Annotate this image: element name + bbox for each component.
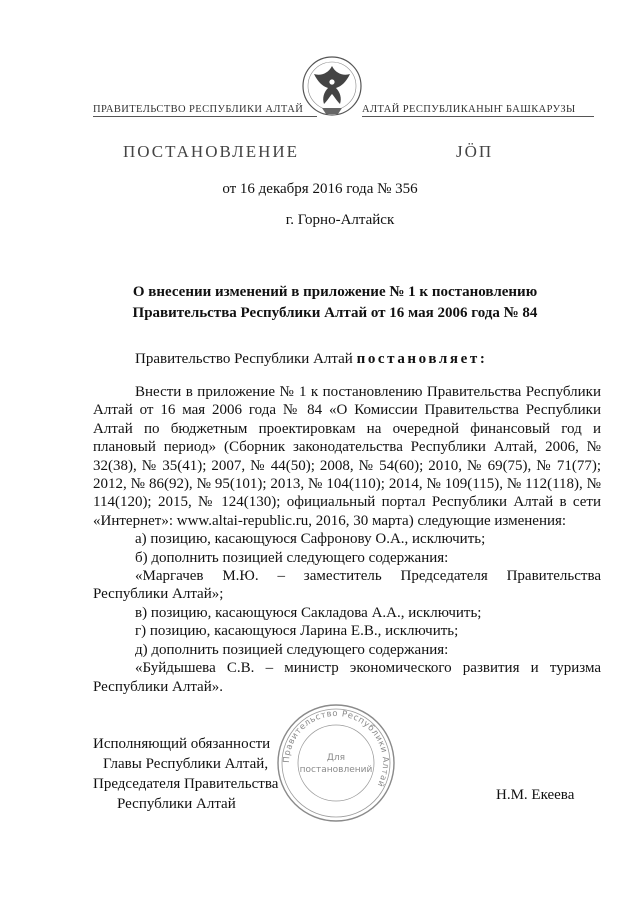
document-type-altai: JӦП: [456, 142, 494, 161]
org-name-altai: АЛТАЙ РЕСПУБЛИКАНЫҤ БАШКАРУЗЫ: [362, 104, 576, 115]
decree-word: постановляет:: [356, 351, 488, 367]
quote-b: «Маргачев М.Ю. – заместитель Председателя Правительства Республики Алтай»;: [93, 568, 601, 603]
document-body: [93, 383, 601, 696]
decree-intro: [135, 351, 487, 368]
document-title: [90, 282, 580, 324]
signatory-line-3: Председателя Правительства: [93, 776, 279, 792]
intro-text: Правительство Республики Алтай: [135, 351, 357, 367]
stamp-center-line-1: Для: [326, 753, 346, 763]
header-rule-right: [362, 116, 594, 117]
stamp-center-line-2: постановлений: [299, 765, 373, 775]
signatory-name: Н.М. Екеева: [496, 787, 575, 803]
document-type-russian: ПОСТАНОВЛЕНИЕ: [123, 142, 300, 161]
signatory-title: [93, 734, 278, 814]
signatory-line-4: Республики Алтай: [117, 796, 236, 812]
header-rule-left: [93, 116, 317, 117]
stamp-ring-text: Правительство Республики Алтай: [281, 708, 391, 789]
quote-d: «Буйдышева С.В. – министр экономического развития и туризма Республики Алтай».: [93, 660, 601, 695]
official-stamp: [273, 700, 399, 826]
signatory-line-1: Исполняющий обязанности: [93, 736, 271, 752]
svg-text:Правительство Республики Алтай: [282, 709, 390, 789]
org-name-russian: ПРАВИТЕЛЬСТВО РЕСПУБЛИКИ АЛТАЙ: [93, 104, 304, 115]
item-a: а) позицию, касающуюся Сафронову О.А., исключить;: [135, 531, 486, 548]
document-date-number: от 16 декабря 2016 года № 356: [222, 181, 418, 197]
title-line-2: Правительства Республики Алтай от 16 мая 2006 года № 84: [132, 305, 538, 321]
item-v: в) позицию, касающуюся Сакладова А.А., исключить;: [135, 604, 482, 621]
signatory-line-2: Главы Республики Алтай,: [103, 756, 269, 772]
item-d: д) дополнить позицией следующего содержания:: [135, 641, 449, 658]
title-line-1: О внесении изменений в приложение № 1 к постановлению: [132, 284, 538, 300]
item-g: г) позицию, касающуюся Ларина Е.В., исключить;: [135, 623, 459, 640]
document-city: г. Горно-Алтайск: [285, 212, 395, 228]
main-paragraph: Внести в приложение № 1 к постановлению Правительства Республики Алтай от 16 мая 2006 года № 84 «О Комиссии Правительства Республики Алтай по бюджетным проектировкам на очередной финансовый год и плановый период» (Сборник законодательства Республики Алтай, 2006, № 32(38), № 35(41); 2007, № 44(50); 2008, № 54(60); 2010, № 69(75), № 71(77); 2012, № 86(92), № 95(101); 2013, № 104(110); 2014, № 109(115), № 112(118), № 114(120); 2015, № 124(130); официальный портал Республики Алтай в сети «Интернет»: www.altai-republic.ru, 2016, 30 марта) следующие изменения:: [93, 384, 601, 529]
item-b: б) дополнить позицией следующего содержания:: [135, 549, 449, 566]
